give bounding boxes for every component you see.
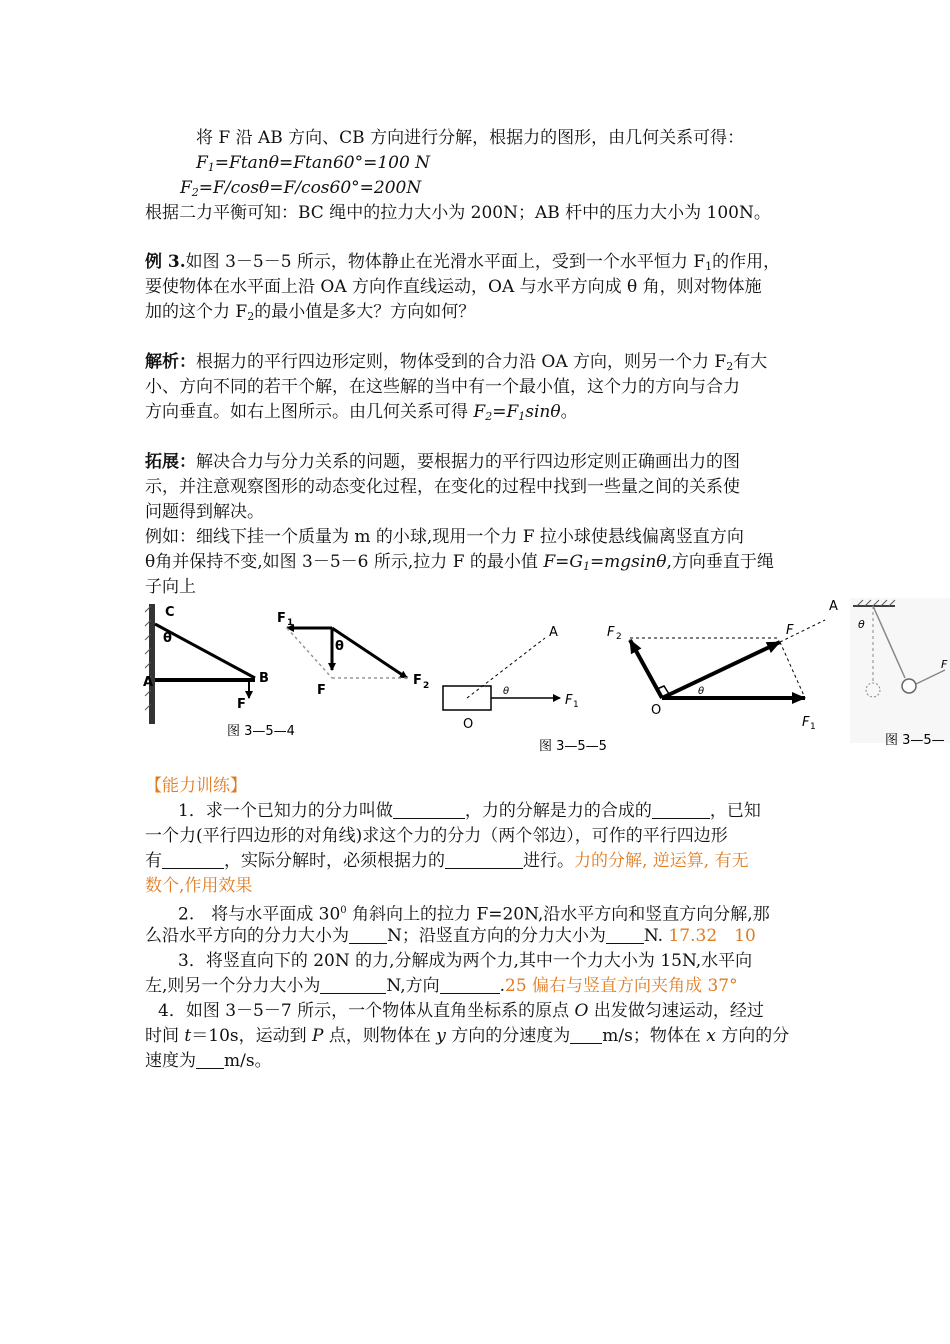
- svg-text:1: 1: [287, 618, 294, 628]
- blank[interactable]: [349, 925, 387, 944]
- text-line: 小、方向不同的若干个解，在这些解的当中有一个最小值，这个力的方向与合力: [145, 377, 740, 397]
- figure-3-5-4-forces: [277, 611, 429, 698]
- equation-f2: $F_2=F/\cos\theta=F/\cos 60^\circ=200N$: [180, 178, 422, 199]
- label-F: F: [317, 683, 326, 698]
- label-A: A: [829, 599, 838, 614]
- answer: 25 偏右与竖直方向夹角成 37°: [505, 976, 738, 996]
- label-O: O: [651, 703, 662, 718]
- text-line: 根据二力平衡可知：BC 绳中的拉力大小为 200N；AB 杆中的压力大小为 100N。: [145, 203, 771, 223]
- label-F1: F: [802, 715, 810, 730]
- svg-text:2: 2: [616, 632, 622, 642]
- figure-3-5-4: [143, 604, 295, 739]
- text-line: 左,则另一个分力大小为 N,方向 .25 偏右与竖直方向夹角成 37°: [145, 976, 738, 996]
- equation-f1: $F_1=Ftan\theta=Ftan60^\circ=100$ N: [196, 153, 431, 174]
- label-theta: θ: [335, 639, 344, 654]
- label-F: F: [237, 697, 246, 712]
- label-theta: θ: [858, 618, 865, 631]
- label-F: F: [786, 623, 794, 638]
- figure-3-5-5-block: [443, 625, 579, 732]
- text-line: 问题得到解决。: [145, 502, 264, 522]
- caption-3-5-6: 图 3—5—: [885, 733, 945, 748]
- text-line: 例如：细线下挂一个质量为 m 的小球,现用一个力 F 拉小球使悬线偏离竖直方向: [145, 527, 744, 547]
- label-A: A: [549, 625, 558, 640]
- label-F1: F: [277, 611, 286, 626]
- text-line: 有 ，实际分解时，必须根据力的 进行。力的分解, 逆运算, 有无: [145, 851, 749, 871]
- label-theta: θ: [698, 686, 705, 697]
- label-theta: θ: [503, 686, 510, 697]
- blank[interactable]: [445, 850, 523, 869]
- blank[interactable]: [652, 800, 710, 819]
- label-B: B: [259, 671, 269, 686]
- answer: 17.32 10: [668, 926, 756, 946]
- caption-3-5-5: 图 3—5—5: [539, 739, 607, 754]
- svg-text:1: 1: [573, 700, 579, 710]
- question-2: 2. 将与水平面成 $30^0$ 角斜向上的拉力 F=20N,沿水平方向和竖直方向分解,那: [178, 904, 770, 925]
- question-3: 3．将竖直向下的 20N 的力,分解成为两个力,其中一个力大小为 15N,水平向: [178, 951, 753, 971]
- label-A: A: [143, 675, 154, 690]
- text-line: 将 F 沿 AB 方向、CB 方向进行分解，根据力的图形，由几何关系可得：: [196, 128, 745, 148]
- caption-3-5-4: 图 3—5—4: [227, 724, 295, 739]
- answer: 力的分解, 逆运算, 有无: [574, 851, 749, 871]
- blank[interactable]: [320, 975, 386, 994]
- figure-3-5-6: [829, 598, 950, 748]
- text-line: 示，并注意观察图形的动态变化过程，在变化的过程中找到一些量之间的关系使: [145, 477, 740, 497]
- label-O: O: [463, 717, 474, 732]
- label-theta: θ: [163, 631, 172, 646]
- text-line: θ角并保持不变,如图 3－5－6 所示,拉力 F 的最小值 $F=G_1=mgsin\theta$,方向垂直于绳: [145, 552, 774, 573]
- section-heading: 【能力训练】: [145, 776, 247, 796]
- question-1: 1．求一个已知力的分力叫做 ，力的分解是力的合成的 ，已知: [178, 801, 761, 821]
- text-line: 方向垂直。如右上图所示。由几何关系可得 $F_2=F_1\sin\theta$。: [145, 402, 578, 423]
- text-line: 时间 t＝10s，运动到 P 点，则物体在 y 方向的分速度为 m/s；物体在 x 方向的分: [145, 1026, 790, 1046]
- answer: 数个,作用效果: [145, 876, 253, 896]
- blank[interactable]: [570, 1025, 602, 1044]
- text-line: 子向上: [145, 577, 196, 597]
- text-line: 要使物体在水平面上沿 OA 方向作直线运动，OA 与水平方向成 θ 角，则对物体施: [145, 277, 762, 297]
- text-line: 一个力(平行四边形的对角线)求这个力的分力（两个邻边），可作的平行四边形: [145, 826, 728, 846]
- label-F1: F: [565, 693, 573, 708]
- analysis-line: 解析：根据力的平行四边形定则，物体受到的合力沿 OA 方向，则另一个力 $F_2$有大: [145, 352, 768, 373]
- text-line: 么沿水平方向的分力大小为 N；沿竖直方向的分力大小为 N. 17.32 10: [145, 926, 756, 946]
- svg-text:2: 2: [423, 681, 430, 691]
- label-F: F: [941, 658, 948, 671]
- blank[interactable]: [393, 800, 465, 819]
- label-C: C: [165, 605, 175, 620]
- text-line: 加的这个力 $F_2$的最小值是多大？方向如何？: [145, 302, 476, 323]
- blank[interactable]: [162, 850, 224, 869]
- example-3-line: 例 3.如图 3－5－5 所示，物体静止在光滑水平面上，受到一个水平恒力 $F_1$的作用，: [145, 252, 781, 273]
- svg-text:1: 1: [810, 722, 816, 732]
- blank[interactable]: [196, 1050, 224, 1069]
- figure-3-5-5-forces: [607, 620, 825, 732]
- question-4: 4．如图 3－5－7 所示，一个物体从直角坐标系的原点 O 出发做匀速运动，经过: [158, 1001, 764, 1021]
- text-line: 速度为 m/s。: [145, 1051, 272, 1071]
- blank[interactable]: [606, 925, 644, 944]
- figure-strip: [145, 598, 950, 758]
- extension-line: 拓展：解决合力与分力关系的问题，要根据力的平行四边形定则正确画出力的图: [145, 452, 740, 472]
- blank[interactable]: [440, 975, 500, 994]
- label-F2: F: [413, 673, 422, 688]
- label-F2: F: [607, 625, 615, 640]
